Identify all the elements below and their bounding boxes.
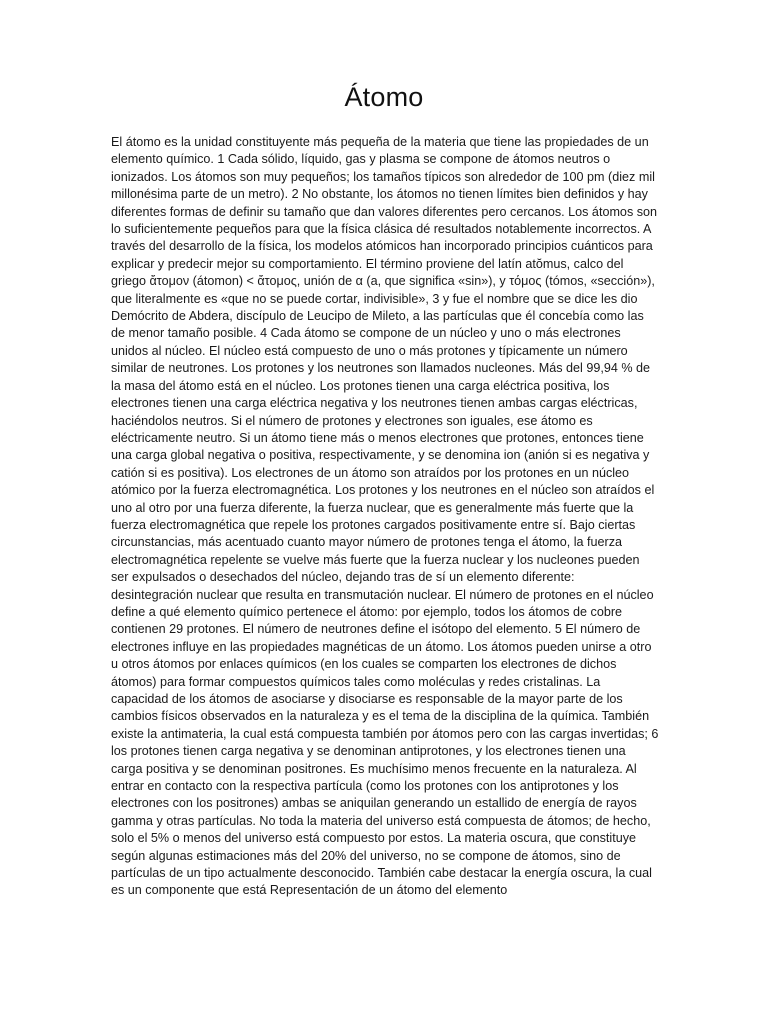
- document-title: Átomo: [344, 82, 424, 112]
- document-body-paragraph: El átomo es la unidad constituyente más pequeña de la materia que tiene las propiedades de un elemento químico. 1 Cada sólido, líquido, gas y plasma se compone de átomos neutros o ionizados. Los átomos son muy pequeños; los tamaños típicos son alrededor de 100 pm (diez mil millonésima parte de un metro). 2 No obstante, los átomos no tienen límites bien definidos y hay diferentes formas de definir su tamaño que dan valores diferentes pero cercanos. Los átomos son lo suficientemente pequeños para que la física clásica dé resultados notablemente incorrectos. A través del desarrollo de la física, los modelos atómicos han incorporado principios cuánticos para explicar y predecir mejor su comportamiento. El término proviene del latín atŏmus, calco del griego ἄτομον (átomon) < ἄτομος, unión de α (a, que significa «sin»), y τόμος (tómos, «sección»), que literalmente es «que no se puede cortar, indivisible», 3 y fue el nombre que se dice les dio Demócrito de Abdera, discípulo de Leucipo de Mileto, a las partículas que él concebía como las de menor tamaño posible. 4 Cada átomo se compone de un núcleo y uno o más electrones unidos al núcleo. El núcleo está compuesto de uno o más protones y típicamente un número similar de neutrones. Los protones y los neutrones son llamados nucleones. Más del 99,94 % de la masa del átomo está en el núcleo. Los protones tienen una carga eléctrica positiva, los electrones tienen una carga eléctrica negativa y los neutrones tienen ambas cargas eléctricas, haciéndolos neutros. Si el número de protones y electrones son iguales, ese átomo es eléctricamente neutro. Si un átomo tiene más o menos electrones que protones, entonces tiene una carga global negativa o positiva, respectivamente, y se denomina ion (anión si es negativa y catión si es positiva). Los electrones de un átomo son atraídos por los protones en un núcleo atómico por la fuerza electromagnética. Los protones y los neutrones en el núcleo son atraídos el uno al otro por una fuerza diferente, la fuerza nuclear, que es generalmente más fuerte que la fuerza electromagnética que repele los protones cargados positivamente entre sí. Bajo ciertas circunstancias, más acentuado cuanto mayor número de protones tenga el átomo, la fuerza electromagnética repelente se vuelve más fuerte que la fuerza nuclear y los nucleones pueden ser expulsados o desechados del núcleo, dejando tras de sí un elemento diferente: desintegración nuclear que resulta en transmutación nuclear. El número de protones en el núcleo define a qué elemento químico pertenece el átomo: por ejemplo, todos los átomos de cobre contienen 29 protones. El número de neutrones define el isótopo del elemento. 5 El número de electrones influye en las propiedades magnéticas de un átomo. Los átomos pueden unirse a otro u otros átomos por enlaces químicos (en los cuales se comparten los electrones de dichos átomos) para formar compuestos químicos tales como moléculas y redes cristalinas. La capacidad de los átomos de asociarse y disociarse es responsable de la mayor parte de los cambios físicos observados en la naturaleza y es el tema de la disciplina de la química. También existe la antimateria, la cual está compuesta también por átomos pero con las cargas invertidas; 6 los protones tienen carga negativa y se denominan antiprotones, y los electrones tienen una carga positiva y se denominan positrones. Es muchísimo menos frecuente en la naturaleza. Al entrar en contacto con la respectiva partícula (como los protones con los antiprotones y los electrones con los positrones) ambas se aniquilan generando un estallido de energía de rayos gamma y otras partículas. No toda la materia del universo está compuesta de átomos; de hecho, solo el 5% o menos del universo está compuesto por estos. La materia oscura, que constituye según algunas estimaciones más del 20% del universo, no se compone de átomos, sino de partículas de un tipo actualmente desconocido. También cabe destacar la energía oscura, la cual es un componente que está Representación de un átomo del elemento: [111, 135, 659, 898]
